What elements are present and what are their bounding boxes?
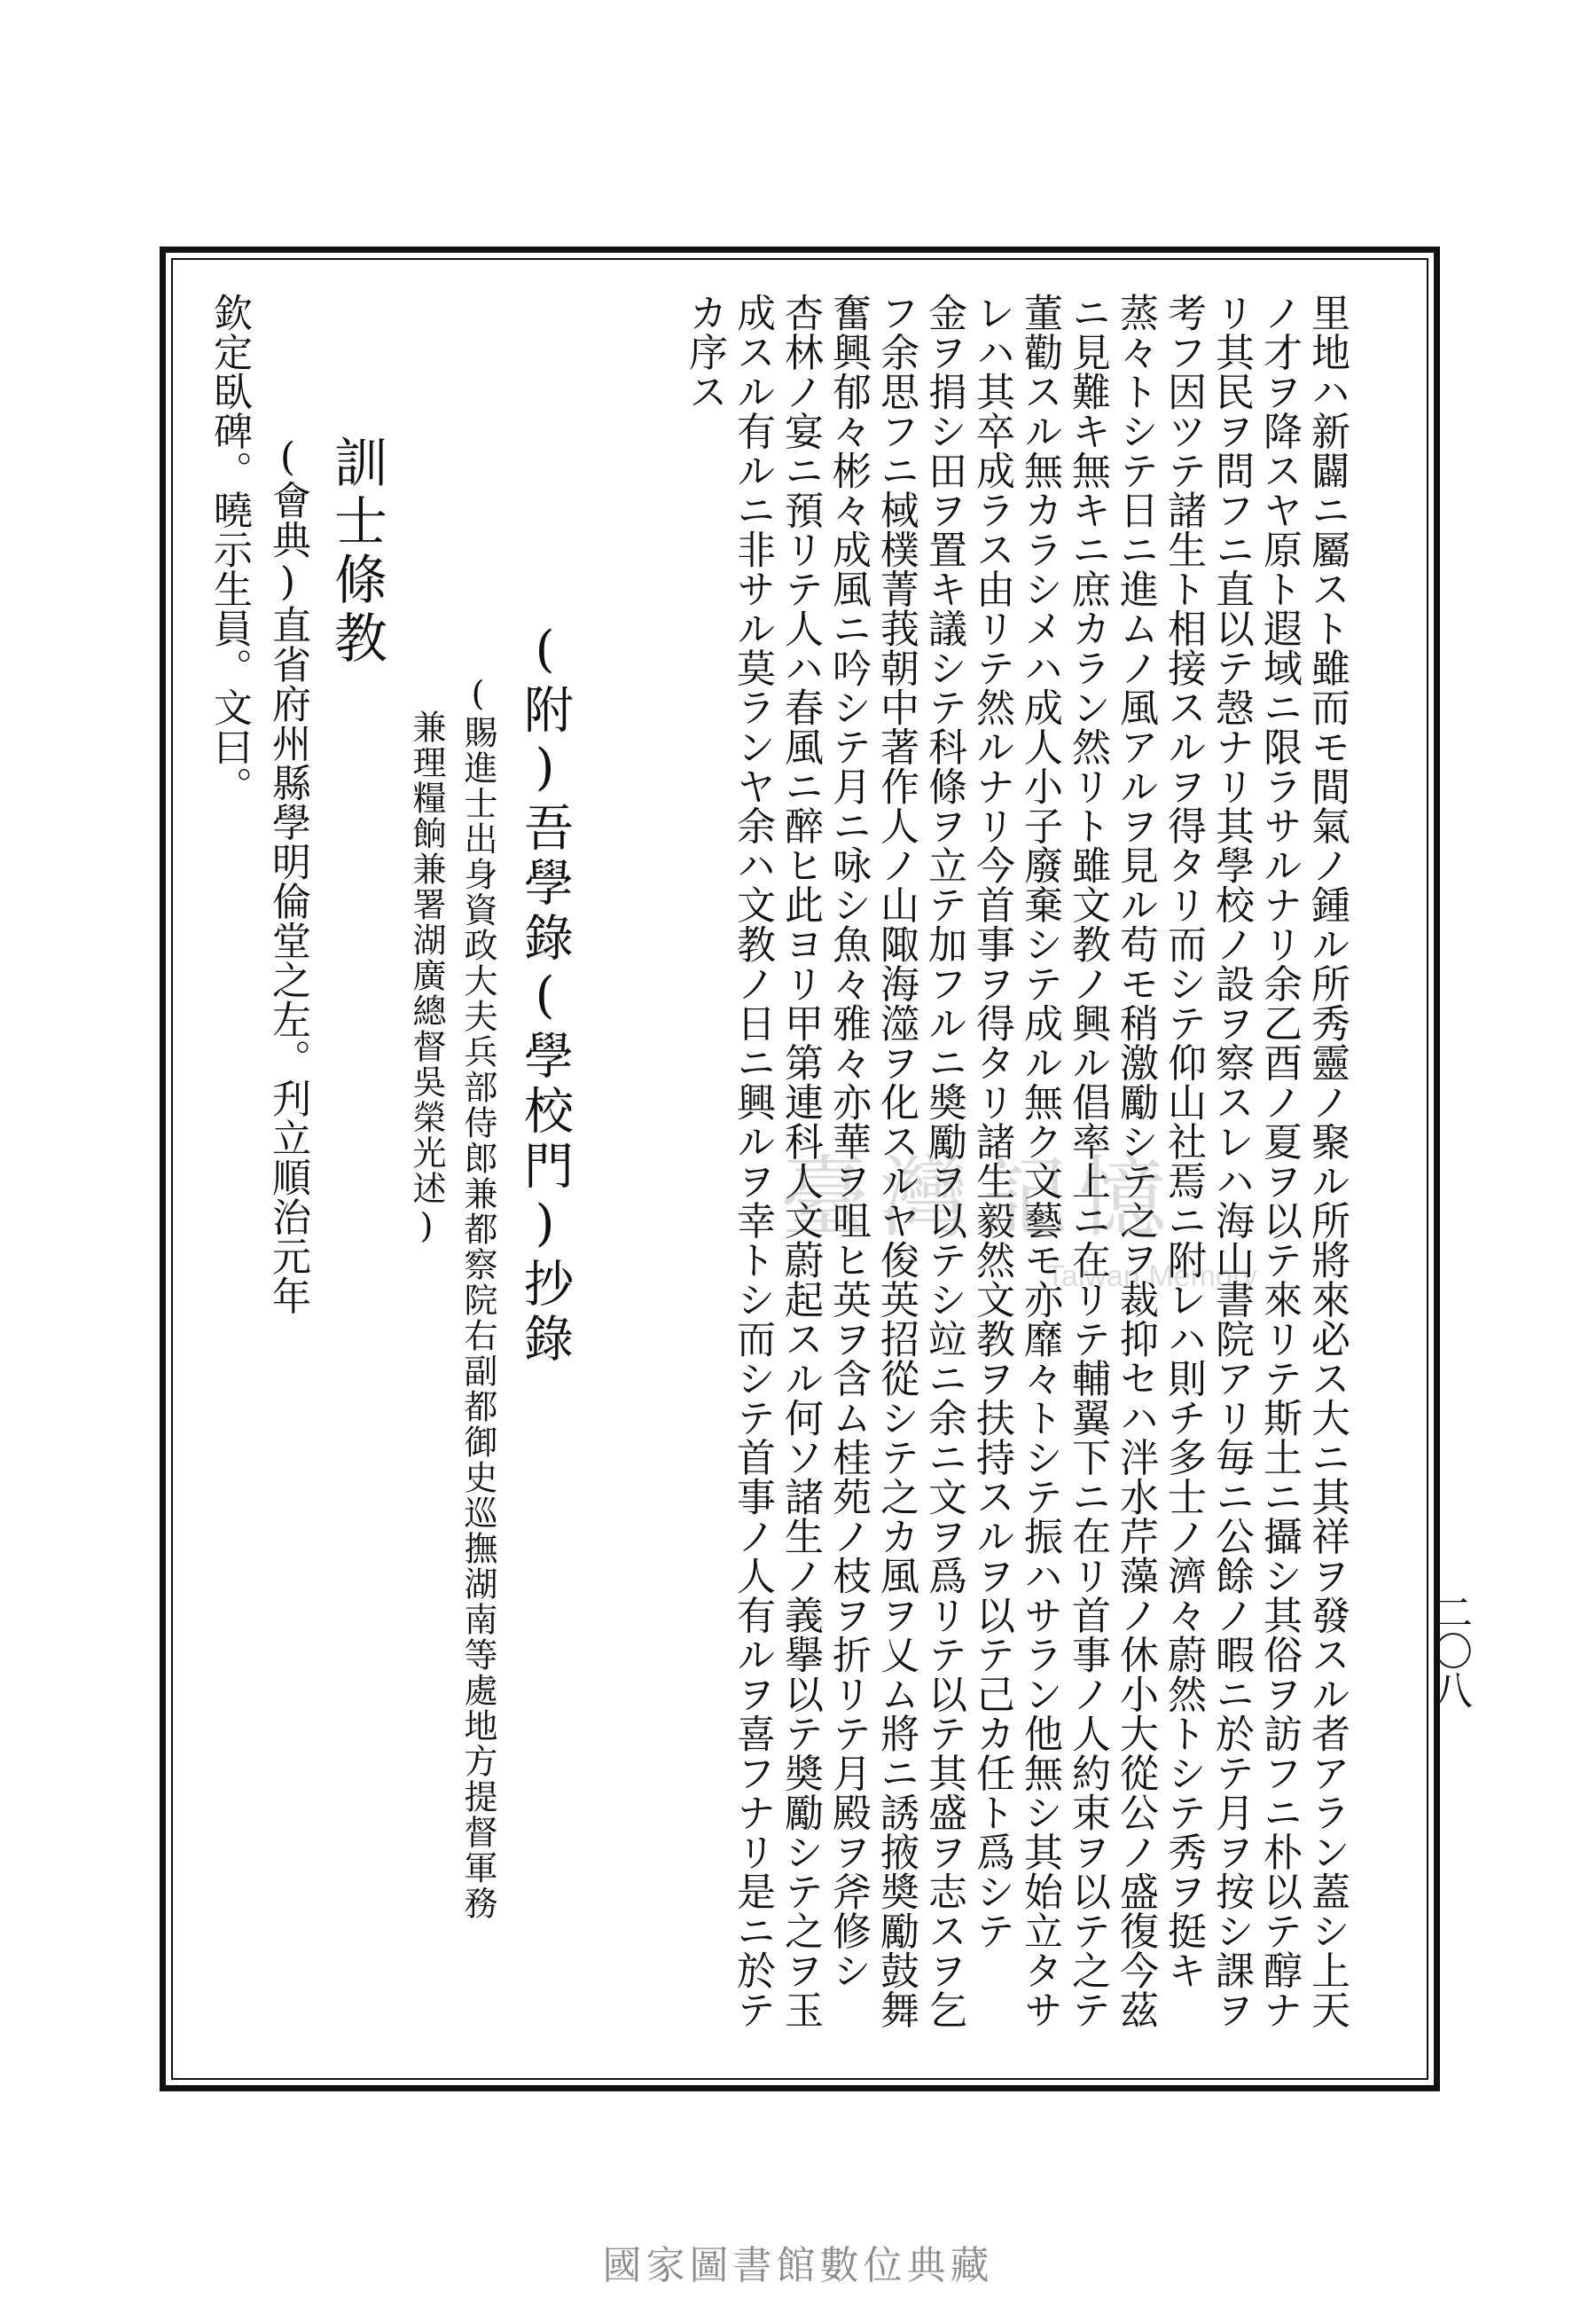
preface-column: 董勸スル無カラシメハ成人小子廢棄シテ成ル無ク文藝モ亦靡々トシテ振ハサラン他無シ其始立タサ: [1017, 293, 1062, 2029]
preface-column: 奮興郁々彬々成風ニ吟シテ月ニ咏シ魚々雅々亦華ヲ咀ヒ英ヲ含ム桂苑ノ枝ヲ折リテ月殿ヲ斧修シ: [825, 293, 871, 1990]
appendix-author-line: (賜進士出身資政大夫兵部侍郎兼都察院右副都御史巡撫湖南等處地方提督軍務: [458, 674, 497, 1921]
watermark-subtext: Taiwan Memory: [1046, 1259, 1258, 1293]
preface-column: 里地ハ新闢ニ屬スト雖而モ間氣ノ鍾ル所秀靈ノ聚ル所將來必ス大ニ其祥ヲ發スル者アラン蓋シ上天: [1304, 293, 1350, 2029]
preface-column: 金ヲ捐シ田ヲ置キ議シテ科條ヲ立テ加フルニ奬勵ヲ以テシ竝ニ余ニ文ヲ爲リテ以テ其盛ヲ志スヲ乞: [921, 293, 966, 2029]
preface-column: 杏林ノ宴ニ預リテ人ハ春風ニ醉ヒ此ヨリ甲第連科人文蔚起スル何ソ諸生ノ義擧以テ奬勵シテ之ヲ玉: [778, 293, 823, 2029]
appendix-title: (附)吾學錄(學校門)抄錄: [516, 621, 574, 1368]
page-number: 二〇八: [1427, 1592, 1472, 1709]
preface-column: リ其民ヲ問フニ直以テ愨ナリ其學校ノ設ヲ察スレハ海山書院アリ毎ニ公餘ノ暇ニ於テ月ヲ按シ課ヲ: [1209, 293, 1254, 2029]
preface-column: カ序ス: [682, 293, 727, 412]
appendix-author-line: 兼理糧餉兼署湖廣總督吳榮光述): [407, 710, 446, 1247]
watermark-text: 臺灣記憶: [780, 1146, 1177, 1250]
preface-column: フ余思フニ棫樸菁莪朝中著作人ノ山陬海澨ヲ化スルヤ俊英招從シテ之カ風ヲ乂ム將ニ誘掖奬勵鼓舞: [873, 293, 919, 2029]
preface-column: ノ才ヲ降スヤ原ト遐域ニ限ラサルナリ余乙酉ノ夏ヲ以テ來リテ斯土ニ攝シ其俗ヲ訪フニ朴以テ醇ナ: [1256, 293, 1302, 2029]
section-line: (會典)直省府州縣學明倫堂之左。刋立順治元年: [265, 435, 310, 1315]
preface-column: 考フ因ツテ諸生ト相接スルヲ得タリ而シテ仰山社焉ニ附レハ則チ多士ノ濟々蔚然トシテ秀ヲ挺キ: [1161, 293, 1206, 1990]
section-line: 欽定臥碑。曉示生員。文曰。: [207, 293, 252, 806]
preface-column: レハ其卒成ラス由リテ然ルナリ今首事ヲ得タリ諸生毅然文教ヲ扶持スルヲ以テ己カ任ト爲シテ: [969, 293, 1014, 1950]
watermark-logo: [780, 1109, 1383, 1322]
preface-column: 蒸々トシテ日ニ進ムノ風アルヲ見ル苟モ稍激勵シテ之ヲ裁抑セハ泮水芹藻ノ休小大從公ノ盛復今茲: [1113, 293, 1158, 2029]
footer-caption: 國家圖書館數位典藏: [602, 2243, 994, 2288]
preface-column: 成スル有ルニ非サル莫ランヤ余ハ文教ノ日ニ興ルヲ幸トシ而シテ首事ノ人有ルヲ喜フナリ是ニ於テ: [730, 293, 775, 2029]
preface-column: ニ見難キ無キニ庶カラン然リト雖文教ノ興ル倡率上ニ在リテ輔翼下ニ在リ首事ノ人約束ヲ以テ之テ: [1065, 293, 1110, 2029]
section-heading: 訓士條教: [325, 435, 387, 669]
